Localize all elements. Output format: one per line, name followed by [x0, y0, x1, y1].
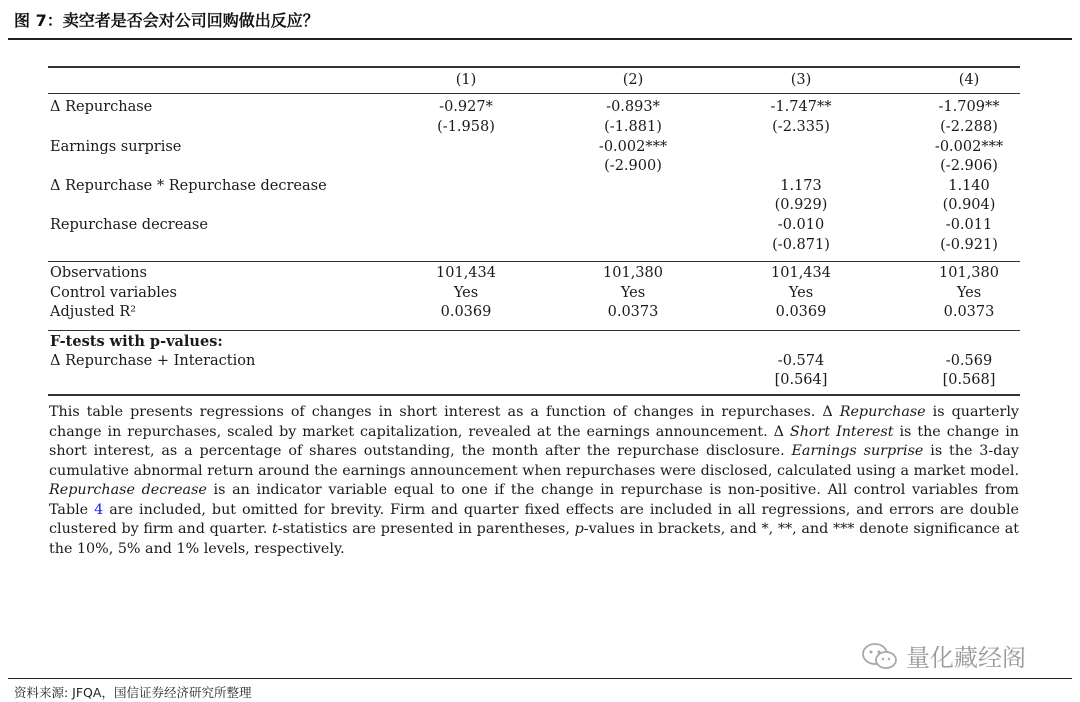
coef-cell: -1.709** — [938, 99, 1000, 115]
ftest-pvalue: [0.564] — [774, 372, 828, 388]
note-italic: Short Interest — [789, 423, 894, 440]
ftest-pvalue: [0.568] — [942, 372, 996, 388]
stat-cell: 0.0369 — [440, 304, 492, 320]
stat-cell: 101,434 — [771, 265, 831, 281]
row-label-earnings-surprise: Earnings surprise — [50, 139, 182, 155]
note-text: -values in brackets, and *, **, and *** denote significance at the 10%, 5% and 1% levels, respectively. — [49, 521, 1019, 557]
ftest-value: -0.569 — [945, 353, 993, 369]
table-top-rule — [48, 66, 1020, 68]
stat-cell: 101,380 — [939, 265, 999, 281]
tstat-cell: (-0.871) — [772, 237, 830, 253]
coef-cell: -1.747** — [770, 99, 832, 115]
col-header-4: (4) — [958, 72, 980, 88]
tstat-cell: (-0.921) — [940, 237, 998, 253]
stat-label-controls: Control variables — [50, 285, 177, 301]
col-header-3: (3) — [790, 72, 812, 88]
note-text: is quarterly change in repurchases, scaled by market capitalization, revealed at the earnings announcement. Δ — [49, 404, 1019, 440]
stat-cell: 0.0369 — [775, 304, 827, 320]
note-italic: Repurchase decrease — [49, 482, 207, 498]
stat-cell: Yes — [453, 285, 479, 301]
header-rule — [48, 93, 1020, 94]
tstat-cell: (-2.335) — [772, 119, 830, 135]
stat-cell: Yes — [956, 285, 982, 301]
coef-cell: 1.140 — [948, 178, 990, 194]
col-header-2: (2) — [622, 72, 644, 88]
stat-cell: Yes — [620, 285, 646, 301]
table-note — [49, 403, 1019, 559]
wechat-icon — [860, 641, 900, 671]
tstat-cell: (0.929) — [774, 197, 828, 213]
note-text: This table presents regressions of changes in short interest as a function of changes in repurchases. Δ — [49, 404, 840, 420]
stats-rule — [48, 261, 1020, 262]
ftest-value: -0.574 — [777, 353, 825, 369]
coef-cell: -0.893* — [606, 99, 660, 115]
table-reference-link[interactable]: 4 — [94, 501, 104, 518]
ftests-header: F-tests with p-values: — [50, 333, 223, 350]
note-text: are included, but omitted for brevity. Firm and quarter fixed effects are included in all regressions, and errors are double clustered by firm and quarter. — [49, 501, 1019, 537]
watermark — [860, 638, 1026, 673]
watermark-text: 量化藏经阁 — [906, 644, 1026, 672]
note-italic: t — [272, 521, 278, 537]
title-rule — [8, 38, 1072, 40]
coef-cell: -0.011 — [945, 217, 993, 233]
coef-cell: 1.173 — [780, 178, 822, 194]
source-text: 资料来源: JFQA，国信证券经济研究所整理 — [14, 685, 252, 700]
note-text: -statistics are presented in parentheses, — [277, 521, 575, 537]
note-text: is the 3-day cumulative abnormal return around the earnings announcement when repurchases were disclosed, calculated using a market model. — [49, 443, 1019, 479]
row-label-repurchase: Δ Repurchase — [50, 99, 153, 115]
note-italic: Earnings surprise — [791, 443, 924, 459]
stat-cell: Yes — [788, 285, 814, 301]
stat-cell: 101,380 — [603, 265, 663, 281]
tstat-cell: (0.904) — [942, 197, 996, 213]
note-text: is an indicator variable equal to one if the change in repurchase is non-positive. All control variables from Table — [49, 482, 1019, 518]
stat-cell: 101,434 — [436, 265, 496, 281]
table-bottom-rule — [48, 394, 1020, 396]
figure-title: 图 7：卖空者是否会对公司回购做出反应？ — [14, 11, 319, 30]
coef-cell: -0.002*** — [598, 139, 668, 155]
coef-cell: -0.002*** — [934, 139, 1004, 155]
note-italic: Repurchase — [839, 404, 926, 420]
tstat-cell: (-2.288) — [940, 119, 998, 135]
note-italic: p — [574, 521, 584, 537]
tstat-cell: (-2.906) — [940, 158, 998, 174]
ftest-rule — [48, 330, 1020, 331]
stat-label-observations: Observations — [50, 265, 147, 281]
row-label-repurchase-decrease: Repurchase decrease — [50, 217, 208, 233]
footer-rule — [8, 678, 1072, 679]
tstat-cell: (-1.881) — [604, 119, 662, 135]
ftests-label: Δ Repurchase + Interaction — [50, 353, 256, 369]
stat-cell: 0.0373 — [607, 304, 659, 320]
coef-cell: -0.010 — [777, 217, 825, 233]
coef-cell: -0.927* — [439, 99, 493, 115]
tstat-cell: (-2.900) — [604, 158, 662, 174]
note-text: is the change in short interest, as a percentage of shares outstanding, the month after the repurchase disclosure. — [49, 423, 1019, 459]
stat-label-adjusted-r2: Adjusted R² — [50, 304, 137, 320]
row-label-interaction: Δ Repurchase * Repurchase decrease — [50, 178, 327, 194]
col-header-1: (1) — [455, 72, 477, 88]
tstat-cell: (-1.958) — [437, 119, 495, 135]
stat-cell: 0.0373 — [943, 304, 995, 320]
